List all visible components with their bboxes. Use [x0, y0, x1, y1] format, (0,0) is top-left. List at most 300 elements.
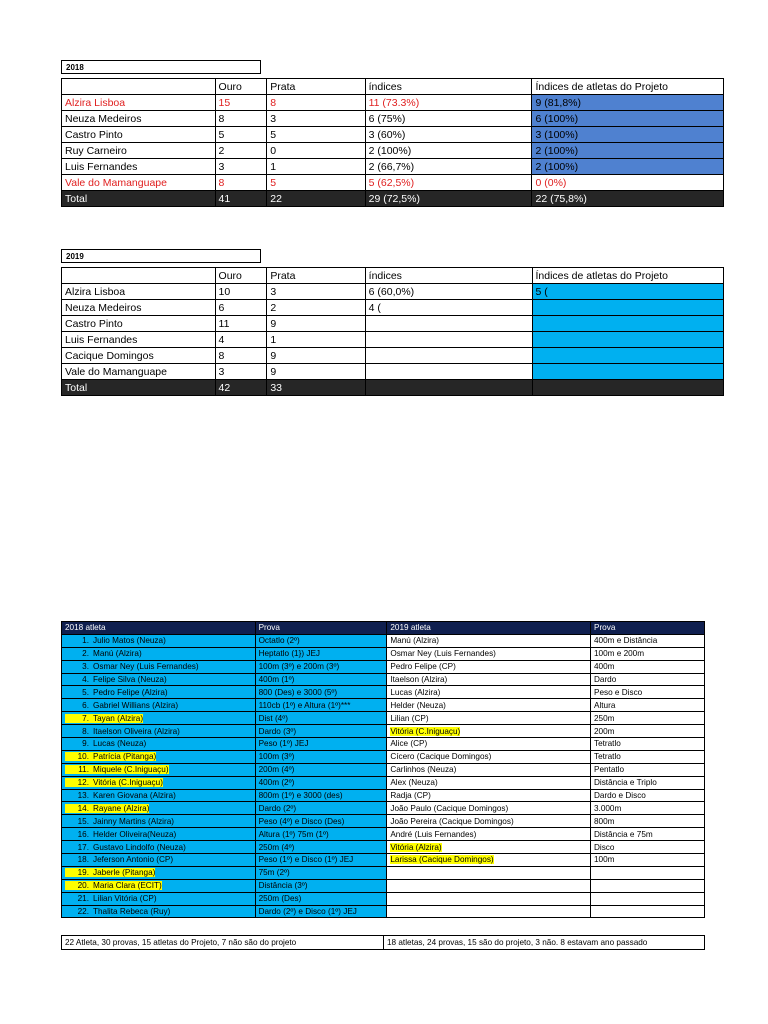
row-number: 22.: [77, 907, 89, 917]
athlete-2019: [387, 712, 591, 725]
row-number: 5.: [82, 687, 89, 697]
event-2018: 250m (4º): [255, 841, 387, 854]
athlete-2018: [62, 802, 256, 815]
athlete-name: Larissa (Cacique Domingos): [390, 855, 494, 865]
athlete-2018: [62, 841, 256, 854]
athlete-2018-text: [65, 804, 149, 813]
athlete-2018: [62, 673, 256, 686]
total-cell: Total: [62, 191, 216, 207]
row-number: 13.: [77, 791, 89, 801]
table-row: [62, 892, 705, 905]
athlete-2018-text: [65, 894, 157, 903]
athlete-name: Jainny Martins (Alzira): [93, 816, 174, 826]
table-cell: 4: [215, 332, 267, 348]
total-row: [62, 380, 724, 396]
event-2019: 100m: [590, 854, 704, 867]
event-2019: Pentatlo: [590, 763, 704, 776]
athlete-name: Lucas (Neuza): [93, 739, 147, 749]
athlete-name: Jaberle (Pitanga): [93, 868, 156, 878]
event-2019: Tetratlo: [590, 750, 704, 763]
table-cell: 8: [267, 95, 365, 111]
summary-2019: 18 atletas, 24 provas, 15 são do projeto, 3 não. 8 estavam ano passado: [384, 936, 705, 950]
table-cell: 5: [267, 175, 365, 191]
column-header: Índices de atletas do Projeto: [532, 268, 724, 284]
school-name: Luis Fernandes: [62, 332, 216, 348]
row-number: 3.: [82, 662, 89, 672]
athlete-2019: [387, 789, 591, 802]
event-2019: Altura: [590, 699, 704, 712]
table-row: [62, 316, 724, 332]
event-2019: [590, 879, 704, 892]
athlete-2018-text: [65, 739, 146, 748]
table-row: [62, 802, 705, 815]
athlete-2018: [62, 879, 256, 892]
event-2018: Altura (1º) 75m (1º): [255, 828, 387, 841]
table-cell: 1: [267, 332, 365, 348]
table-cell: [365, 364, 532, 380]
athlete-2018: [62, 763, 256, 776]
row-number: 1.: [82, 636, 89, 646]
school-name: Cacique Domingos: [62, 348, 216, 364]
athlete-2019: [387, 879, 591, 892]
table-row: [62, 854, 705, 867]
table-row: [62, 143, 724, 159]
table-row: [62, 300, 724, 316]
athlete-2018-text: [65, 791, 176, 800]
athlete-name: Maria Clara (ECIT): [93, 881, 162, 891]
table-cell: [365, 316, 532, 332]
athlete-name: Rayane (Alzira): [93, 803, 150, 813]
row-number: 6.: [82, 700, 89, 710]
athlete-2018-text: [65, 855, 173, 864]
athlete-2018-text: [65, 649, 142, 658]
table-row: [62, 879, 705, 892]
athlete-name: Felipe Silva (Neuza): [93, 675, 167, 684]
table-row: [62, 905, 705, 918]
table-row: [62, 284, 724, 300]
medals-table-2019: [61, 267, 724, 396]
header-row: [62, 79, 724, 95]
athlete-name: Miquele (C.Iniguaçu): [93, 765, 169, 775]
row-number: 18.: [77, 855, 89, 865]
table-row: [62, 332, 724, 348]
table-cell: 2 (100%): [532, 143, 724, 159]
athlete-2019: [387, 815, 591, 828]
header-row: [62, 268, 724, 284]
table-cell: [532, 332, 724, 348]
event-2018: Octatlo (2º): [255, 634, 387, 647]
table-cell: 2 (100%): [532, 159, 724, 175]
column-header: 2018 atleta: [62, 622, 256, 635]
event-2018: Peso (1º) JEJ: [255, 738, 387, 751]
total-cell: [365, 380, 532, 396]
event-2018: 400m (2º): [255, 776, 387, 789]
total-cell: 22 (75,8%): [532, 191, 724, 207]
event-2019: [590, 905, 704, 918]
table-row: [62, 175, 724, 191]
table-cell: 8: [215, 348, 267, 364]
total-cell: 22: [267, 191, 365, 207]
athlete-2019: [387, 866, 591, 879]
table-cell: 11: [215, 316, 267, 332]
athlete-2018: [62, 634, 256, 647]
row-number: 8.: [82, 726, 89, 736]
athlete-2019: [387, 647, 591, 660]
column-header: Ouro: [215, 79, 267, 95]
athlete-2018: [62, 905, 256, 918]
year-2018-label: 2018: [61, 60, 261, 74]
athlete-2019: [387, 699, 591, 712]
total-cell: 29 (72,5%): [365, 191, 532, 207]
athlete-name: Osmar Ney (Luis Fernandes): [390, 649, 496, 659]
athlete-2019: [387, 763, 591, 776]
athlete-2018: [62, 647, 256, 660]
athlete-2018-text: [65, 907, 170, 916]
athlete-2018: [62, 712, 256, 725]
athlete-2018-text: [65, 688, 168, 697]
medals-table-2018: [61, 78, 724, 207]
column-header: Prova: [255, 622, 387, 635]
table-row: [62, 750, 705, 763]
athlete-2018-text: [65, 830, 176, 839]
event-2019: 400m e Distância: [590, 634, 704, 647]
athlete-name: Jeferson Antonio (CP): [93, 855, 174, 865]
athlete-name: Itaelson (Alzira): [390, 675, 448, 684]
event-2019: 100m e 200m: [590, 647, 704, 660]
table-row: [62, 660, 705, 673]
row-number: 11.: [78, 765, 89, 775]
athlete-2018: [62, 892, 256, 905]
summary-2018: 22 Atleta, 30 provas, 15 atletas do Projeto, 7 não são do projeto: [62, 936, 384, 950]
table-row: [62, 111, 724, 127]
event-2018: Heptatlo (1}) JEJ: [255, 647, 387, 660]
athlete-name: Helder (Neuza): [390, 700, 446, 710]
athlete-2018-text: [65, 714, 143, 723]
table-row: [62, 348, 724, 364]
event-2018: 100m (3º) e 200m (3º): [255, 660, 387, 673]
column-header: [62, 79, 216, 95]
athlete-2018-text: [65, 662, 199, 671]
event-2019: [590, 892, 704, 905]
athlete-2019: [387, 776, 591, 789]
athlete-2019: [387, 725, 591, 738]
event-2019: 3.000m: [590, 802, 704, 815]
event-2019: 400m: [590, 660, 704, 673]
table-cell: 10: [215, 284, 267, 300]
summary-row: [62, 936, 705, 950]
athlete-name: Manú (Alzira): [390, 636, 440, 646]
athlete-2018: [62, 699, 256, 712]
event-2018: 110cb (1º) e Altura (1º)***: [255, 699, 387, 712]
athlete-name: Vitória (Alzira): [390, 842, 442, 852]
event-2019: [590, 866, 704, 879]
athlete-2018-text: [65, 675, 167, 684]
row-number: 16.: [77, 829, 89, 839]
table-cell: 5: [267, 127, 365, 143]
school-name: Ruy Carneiro: [62, 143, 216, 159]
event-2019: Peso e Disco: [590, 686, 704, 699]
table-row: [62, 776, 705, 789]
row-number: 17.: [77, 842, 89, 852]
table-row: [62, 634, 705, 647]
total-cell: 42: [215, 380, 267, 396]
athlete-2018-text: [65, 817, 174, 826]
table-cell: 3: [215, 159, 267, 175]
athlete-2019: [387, 673, 591, 686]
athlete-name: Gustavo Lindolfo (Neuza): [93, 842, 186, 852]
table-cell: [532, 300, 724, 316]
table-cell: [365, 348, 532, 364]
athlete-name: Cícero (Cacique Domingos): [390, 752, 492, 762]
athlete-2018: [62, 828, 256, 841]
total-cell: 41: [215, 191, 267, 207]
event-2018: Dardo (3º): [255, 725, 387, 738]
event-2019: Distância e 75m: [590, 828, 704, 841]
table-row: [62, 841, 705, 854]
table-row: [62, 866, 705, 879]
athlete-name: Pedro Felipe (CP): [390, 662, 456, 672]
athlete-2018-text: [65, 881, 162, 890]
table-cell: 8: [215, 111, 267, 127]
row-number: 12.: [77, 778, 89, 788]
table-cell: 2 (100%): [365, 143, 532, 159]
table-cell: [365, 332, 532, 348]
event-2019: 250m: [590, 712, 704, 725]
athlete-name: Karen Giovana (Alzira): [93, 791, 176, 801]
athlete-name: Tayan (Alzira): [93, 713, 144, 723]
event-2019: 800m: [590, 815, 704, 828]
row-number: 19.: [77, 868, 89, 878]
table-cell: 2: [267, 300, 365, 316]
school-name: Neuza Medeiros: [62, 111, 216, 127]
athlete-name: Lilian (CP): [390, 713, 429, 723]
athlete-2019: [387, 905, 591, 918]
athlete-2018: [62, 725, 256, 738]
table-cell: 9: [267, 348, 365, 364]
athlete-2018: [62, 750, 256, 763]
athlete-2018-text: [65, 765, 169, 774]
table-row: [62, 364, 724, 380]
athlete-name: Vitória (C.Iniguaçu): [93, 778, 163, 788]
table-cell: 1: [267, 159, 365, 175]
table-row: [62, 127, 724, 143]
table-cell: 6 (100%): [532, 111, 724, 127]
athlete-2018: [62, 776, 256, 789]
table-cell: 8: [215, 175, 267, 191]
table-cell: 9: [267, 316, 365, 332]
table-cell: 9: [267, 364, 365, 380]
table-cell: 2 (66,7%): [365, 159, 532, 175]
year-2019-label: 2019: [61, 249, 261, 263]
school-name: Vale do Mamanguape: [62, 364, 216, 380]
table-row: [62, 725, 705, 738]
column-header: 2019 atleta: [387, 622, 591, 635]
table-cell: 2: [215, 143, 267, 159]
athlete-name: Alice (CP): [390, 739, 428, 749]
row-number: 2.: [82, 649, 89, 659]
athlete-2019: [387, 802, 591, 815]
athlete-name: Radja (CP): [390, 791, 431, 801]
table-cell: 5: [215, 127, 267, 143]
athlete-2018: [62, 854, 256, 867]
event-2019: Distância e Triplo: [590, 776, 704, 789]
row-number: 20.: [77, 881, 89, 891]
school-name: Alzira Lisboa: [62, 284, 216, 300]
event-2018: Dist (4º): [255, 712, 387, 725]
table-cell: 15: [215, 95, 267, 111]
column-header: Prova: [590, 622, 704, 635]
table-row: [62, 712, 705, 725]
table-cell: 5 (: [532, 284, 724, 300]
athlete-2018: [62, 815, 256, 828]
table-cell: 4 (: [365, 300, 532, 316]
event-2018: 250m (Des): [255, 892, 387, 905]
column-header: [62, 268, 216, 284]
table-row: [62, 159, 724, 175]
athlete-2019: [387, 828, 591, 841]
athlete-name: Vitória (C.Iniguaçu): [390, 726, 461, 736]
athlete-2019: [387, 854, 591, 867]
column-header: Índices de atletas do Projeto: [532, 79, 724, 95]
table-row: [62, 95, 724, 111]
athlete-2018-text: [65, 843, 186, 852]
table-cell: 3: [267, 111, 365, 127]
event-2018: 400m (1º): [255, 673, 387, 686]
athlete-2018-text: [65, 701, 178, 710]
row-number: 21.: [77, 894, 89, 904]
event-2019: 200m: [590, 725, 704, 738]
athlete-name: Gabriel Willians (Alzira): [93, 700, 179, 710]
table-row: [62, 673, 705, 686]
athlete-name: Carlinhos (Neuza): [390, 765, 457, 775]
event-2019: Dardo e Disco: [590, 789, 704, 802]
athlete-2018-text: [65, 778, 163, 787]
athlete-2018-text: [65, 727, 180, 736]
athlete-name: Patrícia (Pitanga): [93, 752, 157, 762]
table-row: [62, 647, 705, 660]
table-cell: 6: [215, 300, 267, 316]
row-number: 10.: [77, 752, 89, 762]
athlete-2018: [62, 686, 256, 699]
athlete-name: Thalita Rebeca (Ruy): [93, 907, 171, 917]
row-number: 7.: [82, 713, 89, 723]
event-2018: 800m (1º) e 3000 (des): [255, 789, 387, 802]
table-cell: 3 (60%): [365, 127, 532, 143]
event-2018: Dardo (2º): [255, 802, 387, 815]
athlete-name: Osmar Ney (Luis Fernandes): [93, 662, 199, 672]
school-name: Neuza Medeiros: [62, 300, 216, 316]
row-number: 9.: [82, 739, 89, 749]
row-number: 14.: [77, 803, 89, 813]
event-2018: 75m (2º): [255, 866, 387, 879]
athlete-2018: [62, 866, 256, 879]
table-cell: 3: [215, 364, 267, 380]
athlete-2019: [387, 660, 591, 673]
school-name: Castro Pinto: [62, 127, 216, 143]
event-2018: Peso (1º) e Disco (1º) JEJ: [255, 854, 387, 867]
athlete-name: André (Luis Fernandes): [390, 829, 477, 839]
table-row: [62, 738, 705, 751]
school-name: Vale do Mamanguape: [62, 175, 216, 191]
athlete-name: Pedro Felipe (Alzira): [93, 687, 168, 697]
column-header: índices: [365, 79, 532, 95]
table-row: [62, 815, 705, 828]
athlete-2018-text: [65, 868, 155, 877]
athlete-2019: [387, 841, 591, 854]
athlete-name: Lucas (Alzira): [390, 687, 441, 697]
event-2019: Disco: [590, 841, 704, 854]
event-2018: Dardo (2º) e Disco (1º) JEJ: [255, 905, 387, 918]
total-row: [62, 191, 724, 207]
school-name: Luis Fernandes: [62, 159, 216, 175]
row-number: 15.: [77, 816, 89, 826]
header-row: [62, 622, 705, 635]
table-cell: [532, 364, 724, 380]
event-2019: Tetratlo: [590, 738, 704, 751]
total-cell: [532, 380, 724, 396]
athlete-2019: [387, 634, 591, 647]
column-header: Ouro: [215, 268, 267, 284]
event-2019: Dardo: [590, 673, 704, 686]
total-cell: Total: [62, 380, 216, 396]
table-cell: 11 (73.3%): [365, 95, 532, 111]
event-2018: 100m (3º): [255, 750, 387, 763]
table-cell: 3: [267, 284, 365, 300]
athlete-name: Manú (Alzira): [93, 649, 142, 659]
table-cell: 5 (62,5%): [365, 175, 532, 191]
event-2018: 800 (Des) e 3000 (5º): [255, 686, 387, 699]
table-cell: 0 (0%): [532, 175, 724, 191]
summary-table: [61, 935, 705, 950]
school-name: Alzira Lisboa: [62, 95, 216, 111]
athlete-2019: [387, 892, 591, 905]
table-cell: 9 (81,8%): [532, 95, 724, 111]
column-header: Prata: [267, 79, 365, 95]
athlete-2018-text: [65, 636, 166, 645]
table-cell: [532, 348, 724, 364]
table-cell: 6 (60,0%): [365, 284, 532, 300]
table-cell: 6 (75%): [365, 111, 532, 127]
athlete-2018: [62, 738, 256, 751]
athlete-name: Itaelson Oliveira (Alzira): [93, 726, 180, 736]
table-row: [62, 828, 705, 841]
table-row: [62, 789, 705, 802]
athlete-2018: [62, 660, 256, 673]
athlete-name: Helder Oliveira(Neuza): [93, 829, 177, 839]
event-2018: Peso (4º) e Disco (Des): [255, 815, 387, 828]
athlete-name: João Paulo (Cacique Domingos): [390, 803, 509, 813]
event-2018: Distância (3º): [255, 879, 387, 892]
athlete-2019: [387, 686, 591, 699]
table-cell: 3 (100%): [532, 127, 724, 143]
table-cell: [532, 316, 724, 332]
athletes-table: [61, 621, 705, 918]
athlete-2019: [387, 738, 591, 751]
school-name: Castro Pinto: [62, 316, 216, 332]
table-cell: 0: [267, 143, 365, 159]
athlete-2018: [62, 789, 256, 802]
column-header: Prata: [267, 268, 365, 284]
column-header: índices: [365, 268, 532, 284]
table-row: [62, 763, 705, 776]
table-row: [62, 699, 705, 712]
event-2018: 200m (4º): [255, 763, 387, 776]
athlete-name: Lilian Vitória (CP): [93, 894, 157, 904]
athlete-name: Alex (Neuza): [390, 778, 438, 788]
athlete-2019: [387, 750, 591, 763]
table-row: [62, 686, 705, 699]
row-number: 4.: [82, 675, 89, 684]
